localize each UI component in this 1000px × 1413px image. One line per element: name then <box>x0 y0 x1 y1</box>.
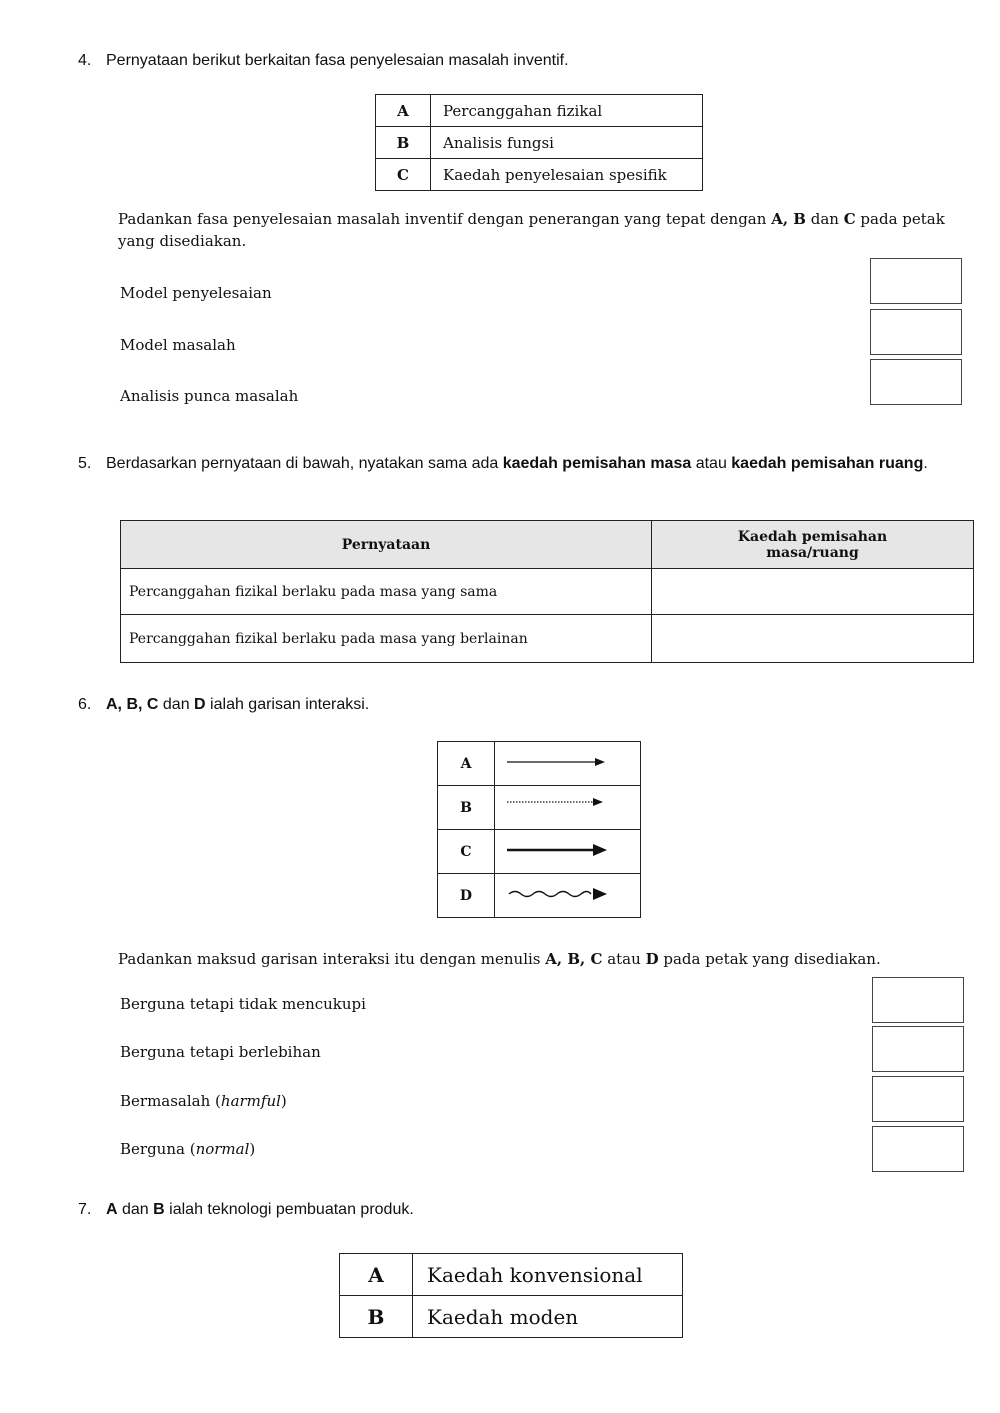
column-header <box>652 521 974 569</box>
separation-table <box>120 520 974 663</box>
table-value: Percanggahan fizikal <box>431 95 703 127</box>
table-key: A <box>340 1254 413 1296</box>
instruction-text: atau <box>602 950 646 968</box>
question-text: ialah teknologi pembuatan produk. <box>164 1201 414 1218</box>
table-row <box>121 569 974 615</box>
table-row <box>340 1296 683 1338</box>
instruction <box>118 948 968 970</box>
instruction-bold: D <box>645 950 659 968</box>
table-key: D <box>438 874 495 918</box>
question-5 <box>78 454 938 474</box>
question-text: dan <box>158 696 195 713</box>
statement-cell: Percanggahan fizikal berlaku pada masa yang sama <box>121 569 652 615</box>
table-row <box>376 127 703 159</box>
instruction-bold: A, B, C <box>545 950 603 968</box>
table-key: A <box>376 95 431 127</box>
match-item-label: Berguna tetapi tidak mencukupi <box>120 995 366 1013</box>
instruction-text: pada petak yang disediakan. <box>658 950 881 968</box>
column-header-line: Kaedah pemisahan <box>737 528 888 545</box>
table-key: C <box>438 830 495 874</box>
question-number: 7. <box>78 1201 92 1218</box>
answer-cell[interactable] <box>652 569 974 615</box>
table-value: Analisis fungsi <box>431 127 703 159</box>
table-key: C <box>376 159 431 191</box>
thin-solid-arrow-icon <box>495 752 625 772</box>
table-row <box>438 874 641 918</box>
statement-cell: Percanggahan fizikal berlaku pada masa yang berlainan <box>121 615 652 663</box>
match-item-label <box>120 1092 287 1110</box>
table-row <box>438 786 641 830</box>
table-row <box>376 95 703 127</box>
match-item-label: Model masalah <box>120 336 236 354</box>
answer-box[interactable] <box>870 258 962 304</box>
question-number: 4. <box>78 52 92 69</box>
item-italic: harmful <box>220 1092 281 1110</box>
line-cell <box>495 786 641 830</box>
table-row <box>376 159 703 191</box>
column-header: Pernyataan <box>121 521 652 569</box>
table-row <box>340 1254 683 1296</box>
table-value: Kaedah penyelesaian spesifik <box>431 159 703 191</box>
question-6 <box>78 695 369 715</box>
item-text: Bermasalah ( <box>120 1092 221 1110</box>
line-cell <box>495 874 641 918</box>
line-cell <box>495 830 641 874</box>
instruction-text: pada petak yang disediakan. <box>118 210 945 250</box>
question-text: . <box>923 455 928 472</box>
question-bold: kaedah pemisahan ruang <box>731 455 924 472</box>
answer-cell[interactable] <box>652 615 974 663</box>
phase-table <box>375 94 703 191</box>
match-item-label: Analisis punca masalah <box>120 387 299 405</box>
question-number: 5. <box>78 455 92 472</box>
question-text: atau <box>691 455 732 472</box>
table-value: Kaedah moden <box>413 1296 683 1338</box>
table-row <box>438 742 641 786</box>
instruction-text: Padankan maksud garisan interaksi itu dengan menulis <box>118 950 546 968</box>
question-7 <box>78 1200 414 1220</box>
table-header-row <box>121 521 974 569</box>
column-header-line: masa/ruang <box>766 544 859 561</box>
question-bold: kaedah pemisahan masa <box>502 455 692 472</box>
item-text: Berguna ( <box>120 1140 196 1158</box>
match-item-label: Model penyelesaian <box>120 284 272 302</box>
question-bold: A <box>106 1201 118 1218</box>
answer-box[interactable] <box>872 977 964 1023</box>
table-key: A <box>438 742 495 786</box>
question-text: Pernyataan berikut berkaitan fasa penyelesaian masalah inventif. <box>106 52 569 69</box>
thick-solid-arrow-icon <box>495 840 625 860</box>
instruction-text: Padankan fasa penyelesaian masalah inventif dengan penerangan yang tepat dengan <box>118 210 772 228</box>
answer-box[interactable] <box>872 1126 964 1172</box>
item-italic: normal <box>195 1140 250 1158</box>
technology-table <box>339 1253 683 1338</box>
question-bold: B <box>153 1201 165 1218</box>
table-value: Kaedah konvensional <box>413 1254 683 1296</box>
wavy-arrow-icon <box>495 884 625 904</box>
answer-box[interactable] <box>872 1026 964 1072</box>
question-text: dan <box>117 1201 154 1218</box>
match-item-label <box>120 1140 255 1158</box>
match-item-label: Berguna tetapi berlebihan <box>120 1043 321 1061</box>
table-key: B <box>340 1296 413 1338</box>
question-4 <box>78 51 569 71</box>
question-bold: D <box>194 696 206 713</box>
answer-box[interactable] <box>870 309 962 355</box>
answer-box[interactable] <box>870 359 962 405</box>
answer-box[interactable] <box>872 1076 964 1122</box>
table-key: B <box>376 127 431 159</box>
question-text: ialah garisan interaksi. <box>205 696 370 713</box>
instruction-bold: A, B <box>771 210 806 228</box>
instruction-text: dan <box>805 210 844 228</box>
question-bold: A, B, C <box>106 696 159 713</box>
item-text: ) <box>249 1140 256 1158</box>
table-key: B <box>438 786 495 830</box>
item-text: ) <box>280 1092 287 1110</box>
question-number: 6. <box>78 696 92 713</box>
question-text: Berdasarkan pernyataan di bawah, nyatakan sama ada <box>106 455 503 472</box>
table-row <box>121 615 974 663</box>
instruction <box>118 208 968 252</box>
line-cell <box>495 742 641 786</box>
instruction-bold: C <box>843 210 856 228</box>
table-row <box>438 830 641 874</box>
dotted-arrow-icon <box>495 796 625 816</box>
interaction-line-table <box>437 741 641 918</box>
